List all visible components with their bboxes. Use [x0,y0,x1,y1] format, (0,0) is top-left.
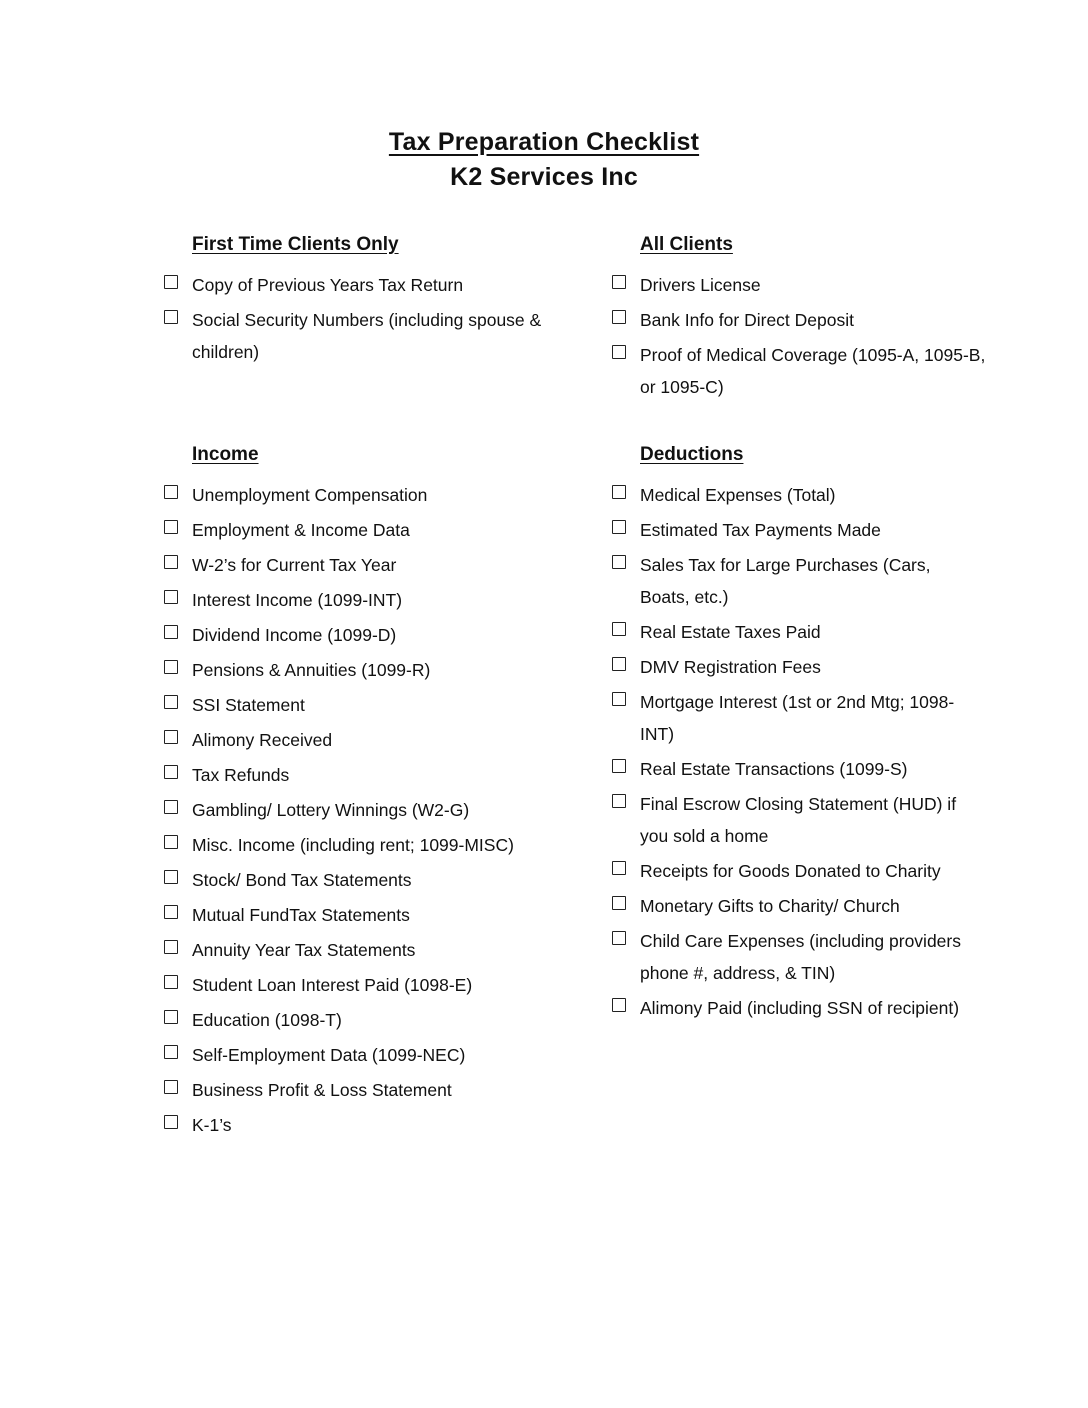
checklist-item-label: Child Care Expenses (including providers phone #, address, & TIN) [640,931,961,983]
section-heading: Income [192,444,259,465]
checkbox[interactable] [612,657,626,671]
checklist-item [612,753,962,785]
checklist-item-label: Mortgage Interest (1st or 2nd Mtg; 1098-INT) [640,692,955,744]
checkbox[interactable] [164,660,178,674]
checklist-item [164,304,544,368]
checklist-item [164,829,544,861]
checklist-item [612,686,962,750]
checklist [164,269,544,368]
checklist-item [164,549,544,581]
checklist [612,479,962,1024]
checklist-item-label: Gambling/ Lottery Winnings (W2-G) [192,800,470,820]
checklist-item-label: Pensions & Annuities (1099-R) [192,660,431,680]
checklist-item-label: Estimated Tax Payments Made [640,520,881,540]
checklist-item [612,616,962,648]
checklist-item-label: Proof of Medical Coverage (1095-A, 1095-B, or 1095-C) [640,345,986,397]
checklist-item-label: Stock/ Bond Tax Statements [192,870,412,890]
checklist-item-label: Business Profit & Loss Statement [192,1080,452,1100]
checkbox[interactable] [164,835,178,849]
checkbox[interactable] [164,1010,178,1024]
company-name: K2 Services Inc [450,163,638,191]
checkbox[interactable] [612,692,626,706]
checklist-item-label: Misc. Income (including rent; 1099-MISC) [192,835,514,855]
checklist-item [612,549,962,613]
checklist-item-label: K-1’s [192,1115,232,1135]
checklist-item [612,479,962,511]
checklist-item-label: Alimony Paid (including SSN of recipient) [640,998,960,1018]
checklist-item [164,724,544,756]
checklist-item-label: Monetary Gifts to Charity/ Church [640,896,900,916]
checkbox[interactable] [164,1115,178,1129]
checklist-item-label: Medical Expenses (Total) [640,485,836,505]
section-heading: All Clients [640,234,733,255]
checklist-item [164,934,544,966]
checkbox[interactable] [612,485,626,499]
checklist-item [164,1109,544,1141]
checkbox[interactable] [164,275,178,289]
checklist-item-label: Copy of Previous Years Tax Return [192,275,464,295]
checkbox[interactable] [164,520,178,534]
checklist-item [612,925,962,989]
checkbox[interactable] [164,555,178,569]
page-title: Tax Preparation Checklist [388,128,700,156]
checkbox[interactable] [164,730,178,744]
section-first-time-clients [164,233,544,371]
checklist-item [612,992,962,1024]
checklist-item [164,864,544,896]
checklist-item [612,304,992,336]
checklist-item [164,899,544,931]
checklist-item-label: Sales Tax for Large Purchases (Cars, Boats, etc.) [640,555,931,607]
checkbox[interactable] [612,275,626,289]
section-heading: Deductions [640,444,744,465]
checklist-item-label: Employment & Income Data [192,520,410,540]
checklist-item-label: Real Estate Taxes Paid [640,622,821,642]
checklist-item-label: Interest Income (1099-INT) [192,590,403,610]
section-heading: First Time Clients Only [192,234,399,255]
checklist-item [164,514,544,546]
checkbox[interactable] [164,975,178,989]
checkbox[interactable] [164,590,178,604]
checklist-item [164,1074,544,1106]
checklist-item-label: Dividend Income (1099-D) [192,625,397,645]
checkbox[interactable] [612,759,626,773]
checkbox[interactable] [612,310,626,324]
checkbox[interactable] [164,905,178,919]
checklist-item-label: Real Estate Transactions (1099-S) [640,759,908,779]
checkbox[interactable] [164,940,178,954]
checkbox[interactable] [164,765,178,779]
checkbox[interactable] [612,345,626,359]
checkbox[interactable] [612,998,626,1012]
checklist-item-label: Self-Employment Data (1099-NEC) [192,1045,466,1065]
checkbox[interactable] [612,861,626,875]
checkbox[interactable] [612,896,626,910]
checkbox[interactable] [164,625,178,639]
checklist-item-label: Education (1098-T) [192,1010,342,1030]
checkbox[interactable] [164,485,178,499]
checklist-item-label: Receipts for Goods Donated to Charity [640,861,941,881]
checklist-item [164,689,544,721]
checkbox[interactable] [164,1080,178,1094]
checklist-item [164,269,544,301]
checkbox[interactable] [612,520,626,534]
checklist-item-label: Student Loan Interest Paid (1098-E) [192,975,473,995]
checklist-item-label: Unemployment Compensation [192,485,428,505]
checklist-item-label: SSI Statement [192,695,305,715]
checklist-item-label: Annuity Year Tax Statements [192,940,416,960]
checklist-item [612,788,962,852]
checklist-item-label: DMV Registration Fees [640,657,821,677]
checklist-item [164,479,544,511]
checklist-item [164,794,544,826]
checklist-item-label: Final Escrow Closing Statement (HUD) if you sold a home [640,794,957,846]
checklist-item [164,759,544,791]
checklist-item [612,269,992,301]
checklist-item [164,969,544,1001]
checklist-item [164,619,544,651]
checklist-item-label: Mutual FundTax Statements [192,905,410,925]
checkbox[interactable] [612,555,626,569]
checklist-item-label: Drivers License [640,275,761,295]
checklist-item [164,584,544,616]
checklist [164,479,544,1141]
checklist-item [612,890,962,922]
section-all-clients [612,233,992,406]
checklist-item-label: W-2’s for Current Tax Year [192,555,397,575]
checklist-item-label: Bank Info for Direct Deposit [640,310,854,330]
checkbox[interactable] [164,310,178,324]
checkbox[interactable] [164,695,178,709]
checkbox[interactable] [164,1045,178,1059]
checklist [612,269,992,403]
checklist-item [164,1004,544,1036]
section-income [164,443,544,1144]
checklist-item [612,514,962,546]
checklist-item-label: Tax Refunds [192,765,290,785]
checkbox[interactable] [164,800,178,814]
checklist-item-label: Social Security Numbers (including spouse & children) [192,310,542,362]
checklist-item [612,855,962,887]
checklist-item-label: Alimony Received [192,730,333,750]
checkbox[interactable] [612,794,626,808]
checkbox[interactable] [612,622,626,636]
checkbox[interactable] [164,870,178,884]
checklist-item [612,651,962,683]
section-deductions [612,443,962,1027]
checklist-item [164,1039,544,1071]
checklist-item [164,654,544,686]
checklist-item [612,339,992,403]
checkbox[interactable] [612,931,626,945]
